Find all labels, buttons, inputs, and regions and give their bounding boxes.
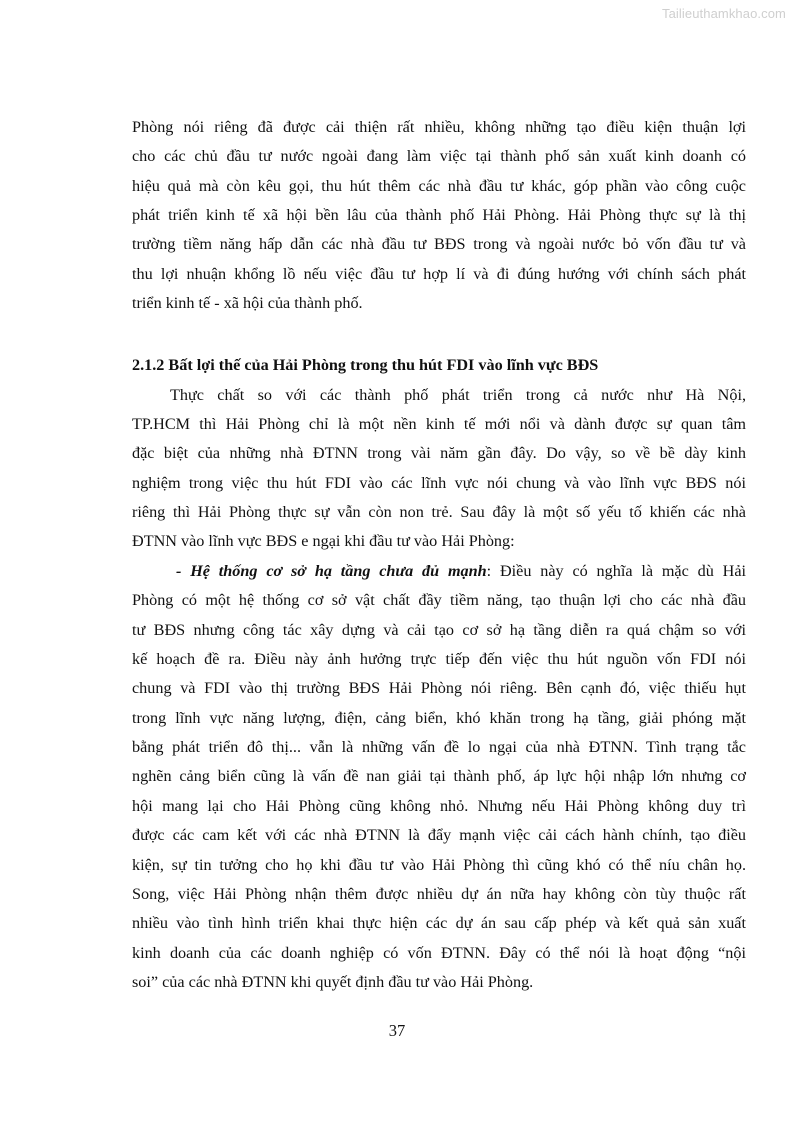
- paragraph-line: chung và FDI vào thị trường BĐS Hải Phòng nói riêng. Bên cạnh đó, việc thiếu hụt: [132, 679, 746, 697]
- page-number: 37: [388, 1021, 406, 1040]
- paragraph-line: cho các chủ đầu tư nước ngoài đang làm việc tại thành phố sản xuất kinh doanh có: [132, 147, 746, 165]
- paragraph-line: bằng phát triển đô thị... vẫn là những vấn đề lo ngại của nhà ĐTNN. Tình trạng tắc: [132, 738, 746, 756]
- paragraph-line: phát triển kinh tế xã hội bền lâu của thành phố Hải Phòng. Hải Phòng thực sự là thị: [132, 206, 746, 224]
- paragraph-line: nghẽn cảng biển cũng là vấn đề nan giải tại thành phố, áp lực hội nhập lớn nhưng cơ: [132, 767, 746, 785]
- paragraph-line: Phòng nói riêng đã được cải thiện rất nhiều, không những tạo điều kiện thuận lợi: [132, 118, 746, 136]
- paragraph-line: TP.HCM thì Hải Phòng chỉ là một nền kinh tế mới nổi và dành được sự quan tâm: [132, 415, 746, 433]
- paragraph-line: được các cam kết với các nhà ĐTNN là đẩy mạnh việc cải cách hành chính, tạo điều: [132, 826, 746, 844]
- paragraph-line: triển kinh tế - xã hội của thành phố.: [132, 294, 363, 312]
- paragraph-line: kiện, sự tin tưởng cho họ khi đầu tư vào Hải Phòng thì cũng khó có thể níu chân họ.: [132, 856, 746, 874]
- paragraph-line: Song, việc Hải Phòng nhận thêm được nhiều dự án nữa hay không còn tùy thuộc rất: [132, 885, 746, 903]
- paragraph-line: Thực chất so với các thành phố phát triển trong cả nước như Hà Nội,: [170, 386, 746, 404]
- bullet-first-line: [132, 561, 746, 581]
- paragraph-line: tư BĐS nhưng công tác xây dựng và cải tạo cơ sở hạ tầng diễn ra quá chậm so với: [132, 621, 746, 639]
- paragraph-line: Phòng có một hệ thống cơ sở vật chất đầy tiềm năng, tạo thuận lợi cho các nhà đầu: [132, 591, 746, 609]
- paragraph-line: nghiệm trong việc thu hút FDI vào các lĩnh vực nói chung và vào lĩnh vực BĐS nói: [132, 474, 746, 492]
- paragraph-line: trường tiềm năng hấp dẫn các nhà đầu tư BĐS trong và ngoài nước bỏ vốn đầu tư và: [132, 235, 746, 253]
- paragraph-line: nhiều vào tình hình triển khai thực hiện các dự án sau cấp phép và kết quả sản xuất: [132, 914, 746, 932]
- paragraph-line: trong lĩnh vực năng lượng, điện, cảng biển, khó khăn trong hạ tầng, giải phóng mặt: [132, 709, 746, 727]
- paragraph-line: thu lợi nhuận khổng lồ nếu việc đầu tư hợp lí và đi đúng hướng với chính sách phát: [132, 265, 746, 283]
- paragraph-line: đặc biệt của những nhà ĐTNN trong vài năm gần đây. Do vậy, so về bề dày kinh: [132, 444, 746, 462]
- paragraph-line: soi” của các nhà ĐTNN khi quyết định đầu tư vào Hải Phòng.: [132, 973, 534, 991]
- section-heading: 2.1.2 Bất lợi thế của Hải Phòng trong thu hút FDI vào lĩnh vực BĐS: [132, 356, 599, 374]
- paragraph-line: kế hoạch đề ra. Điều này ảnh hưởng trực tiếp đến việc thu hút nguồn vốn FDI nói: [132, 650, 746, 668]
- paragraph-line: riêng thì Hải Phòng thực sự vẫn còn non trẻ. Sau đây là một số yếu tố khiến các nhà: [132, 503, 746, 521]
- paragraph-line: ĐTNN vào lĩnh vực BĐS e ngại khi đầu tư vào Hải Phòng:: [132, 532, 515, 550]
- paragraph-line: hội mang lại cho Hải Phòng cũng không nhỏ. Nhưng nếu Hải Phòng không duy trì: [132, 797, 746, 815]
- paragraph-line: hiệu quả mà còn kêu gọi, thu hút thêm các nhà đầu tư khác, góp phần vào công cuộc: [132, 177, 746, 195]
- paragraph-line: kinh doanh của các doanh nghiệp có vốn ĐTNN. Đây có thể nói là hoạt động “nội: [132, 944, 746, 962]
- bullet-text: : Điều này có nghĩa là mặc dù Hải: [486, 562, 747, 580]
- bullet-label: - Hệ thống cơ sở hạ tầng chưa đủ mạnh: [176, 562, 487, 580]
- watermark: Tailieuthamkhao.com: [661, 6, 786, 21]
